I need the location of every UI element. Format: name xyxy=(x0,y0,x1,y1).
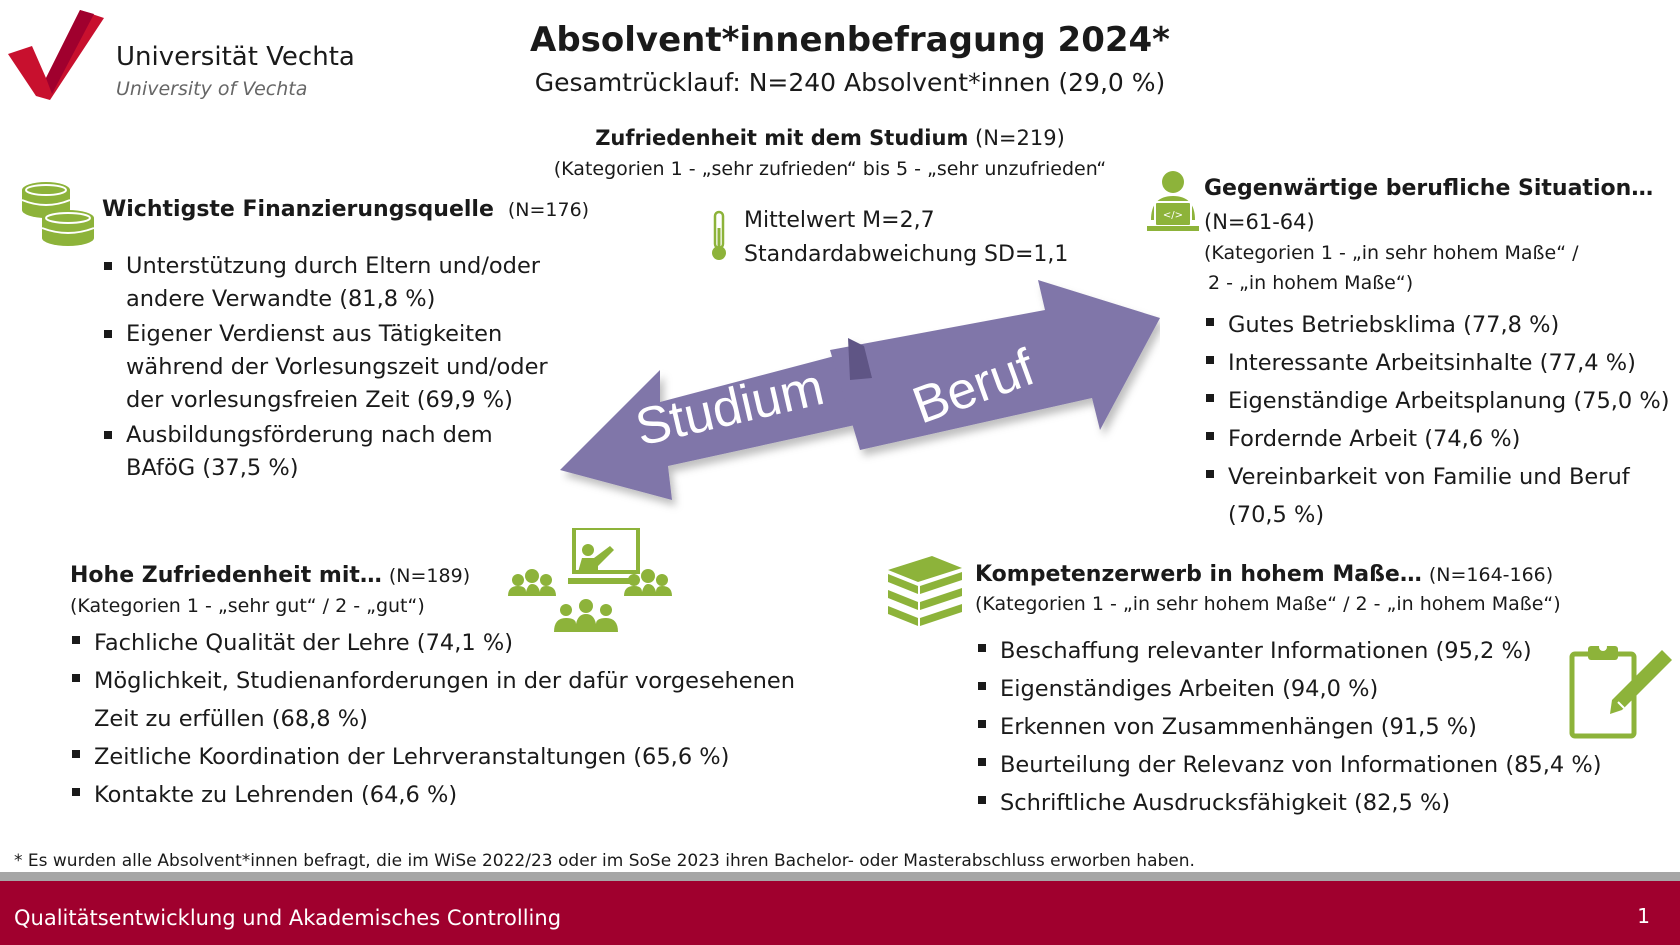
list-item: Erkennen von Zusammenhängen (91,5 %) xyxy=(978,708,1618,746)
satisfaction-values xyxy=(744,204,1068,272)
satisfaction-heading xyxy=(440,126,1220,150)
competence-heading xyxy=(975,562,1553,587)
teaching-group-icon xyxy=(502,528,678,636)
competence-categories: (Kategorien 1 - „in sehr hohem Maße“ / 2 - „in hohem Maße“) xyxy=(975,593,1561,615)
university-subtitle: University of Vechta xyxy=(116,78,308,100)
financing-list xyxy=(104,250,574,487)
page-title: Absolvent*innenbefragung 2024* xyxy=(530,20,1170,60)
financing-title: Wichtigste Finanzierungsquelle xyxy=(102,197,494,222)
list-item xyxy=(1206,458,1676,534)
list-item xyxy=(104,318,574,417)
job-list xyxy=(1206,306,1676,534)
university-logo xyxy=(6,8,106,100)
job-heading xyxy=(1204,176,1653,201)
item-line: Möglichkeit, Studienanforderungen in der dafür vorgesehenen xyxy=(94,668,796,694)
clipboard-pen-icon xyxy=(1568,640,1676,740)
university-name: Universität Vechta xyxy=(116,42,355,72)
job-categories-line1: (Kategorien 1 - „in sehr hohem Maße“ / xyxy=(1204,242,1579,264)
coins-icon xyxy=(18,180,98,248)
item-line: Ausbildungsförderung nach dem xyxy=(126,422,493,448)
item-line: während der Vorlesungszeit und/oder xyxy=(126,354,548,380)
list-item: Beurteilung der Relevanz von Informationen (85,4 %) xyxy=(978,746,1618,784)
competence-title: Kompetenzerwerb in hohem Maße… xyxy=(975,562,1422,587)
item-line: Eigener Verdienst aus Tätigkeiten xyxy=(126,321,503,347)
satisfaction-title: Zufriedenheit mit dem Studium xyxy=(595,126,969,150)
footnote: * Es wurden alle Absolvent*innen befragt, die im WiSe 2022/23 oder im SoSe 2023 ihren Bachelor- oder Masterabschluss erworben haben. xyxy=(14,851,1195,871)
high-satisfaction-heading xyxy=(70,563,470,588)
page-number: 1 xyxy=(1637,904,1650,928)
competence-n: (N=164-166) xyxy=(1428,564,1554,586)
worker-laptop-icon xyxy=(1145,170,1201,232)
list-item xyxy=(72,662,832,738)
item-line: (70,5 %) xyxy=(1228,502,1325,528)
item-line: Unterstützung durch Eltern und/oder xyxy=(126,253,541,279)
list-item xyxy=(104,250,574,316)
high-satisfaction-title: Hohe Zufriedenheit mit… xyxy=(70,563,382,588)
high-satisfaction-list xyxy=(72,624,832,814)
item-line: Zeit zu erfüllen (68,8 %) xyxy=(94,706,368,732)
satisfaction-n: (N=219) xyxy=(975,126,1065,150)
item-line: der vorlesungsfreien Zeit (69,9 %) xyxy=(126,387,513,413)
list-item: Fordernde Arbeit (74,6 %) xyxy=(1206,420,1676,458)
list-item: Interessante Arbeitsinhalte (77,4 %) xyxy=(1206,344,1676,382)
competence-list xyxy=(978,632,1618,822)
satisfaction-categories: (Kategorien 1 - „sehr zufrieden“ bis 5 - „sehr unzufrieden“ xyxy=(553,158,1107,180)
high-satisfaction-n: (N=189) xyxy=(388,565,471,587)
item-line: Vereinbarkeit von Familie und Beruf xyxy=(1228,464,1630,490)
list-item: Gutes Betriebsklima (77,8 %) xyxy=(1206,306,1676,344)
list-item: Schriftliche Ausdrucksfähigkeit (82,5 %) xyxy=(978,784,1618,822)
books-icon xyxy=(886,552,964,626)
footer-text: Qualitätsentwicklung und Akademisches Controlling xyxy=(14,906,562,930)
job-title: Gegenwärtige berufliche Situation… xyxy=(1204,176,1654,201)
mean-value: Mittelwert M=2,7 xyxy=(744,208,935,233)
list-item xyxy=(104,419,574,485)
financing-heading xyxy=(102,197,589,222)
svg-text:</>: </> xyxy=(1162,210,1184,221)
arrow-label-studium: Studium xyxy=(630,358,830,458)
arrow-label-beruf: Beruf xyxy=(905,338,1042,436)
list-item: Beschaffung relevanter Informationen (95,2 %) xyxy=(978,632,1618,670)
job-categories-line2: 2 - „in hohem Maße“) xyxy=(1208,272,1414,294)
job-n: (N=61-64) xyxy=(1204,210,1315,234)
list-item: Zeitliche Koordination der Lehrveranstaltungen (65,6 %) xyxy=(72,738,832,776)
item-line: BAföG (37,5 %) xyxy=(126,455,299,481)
item-line: andere Verwandte (81,8 %) xyxy=(126,286,436,312)
financing-n: (N=176) xyxy=(507,199,590,221)
page-subtitle: Gesamtrücklauf: N=240 Absolvent*innen (29,0 %) xyxy=(534,68,1166,97)
list-item: Fachliche Qualität der Lehre (74,1 %) xyxy=(72,624,832,662)
high-satisfaction-categories: (Kategorien 1 - „sehr gut“ / 2 - „gut“) xyxy=(70,595,425,617)
sd-value: Standardabweichung SD=1,1 xyxy=(744,242,1069,267)
list-item: Eigenständige Arbeitsplanung (75,0 %) xyxy=(1206,382,1676,420)
list-item: Eigenständiges Arbeiten (94,0 %) xyxy=(978,670,1618,708)
divider xyxy=(0,872,1680,881)
list-item: Kontakte zu Lehrenden (64,6 %) xyxy=(72,776,832,814)
thermometer-icon xyxy=(706,210,732,262)
